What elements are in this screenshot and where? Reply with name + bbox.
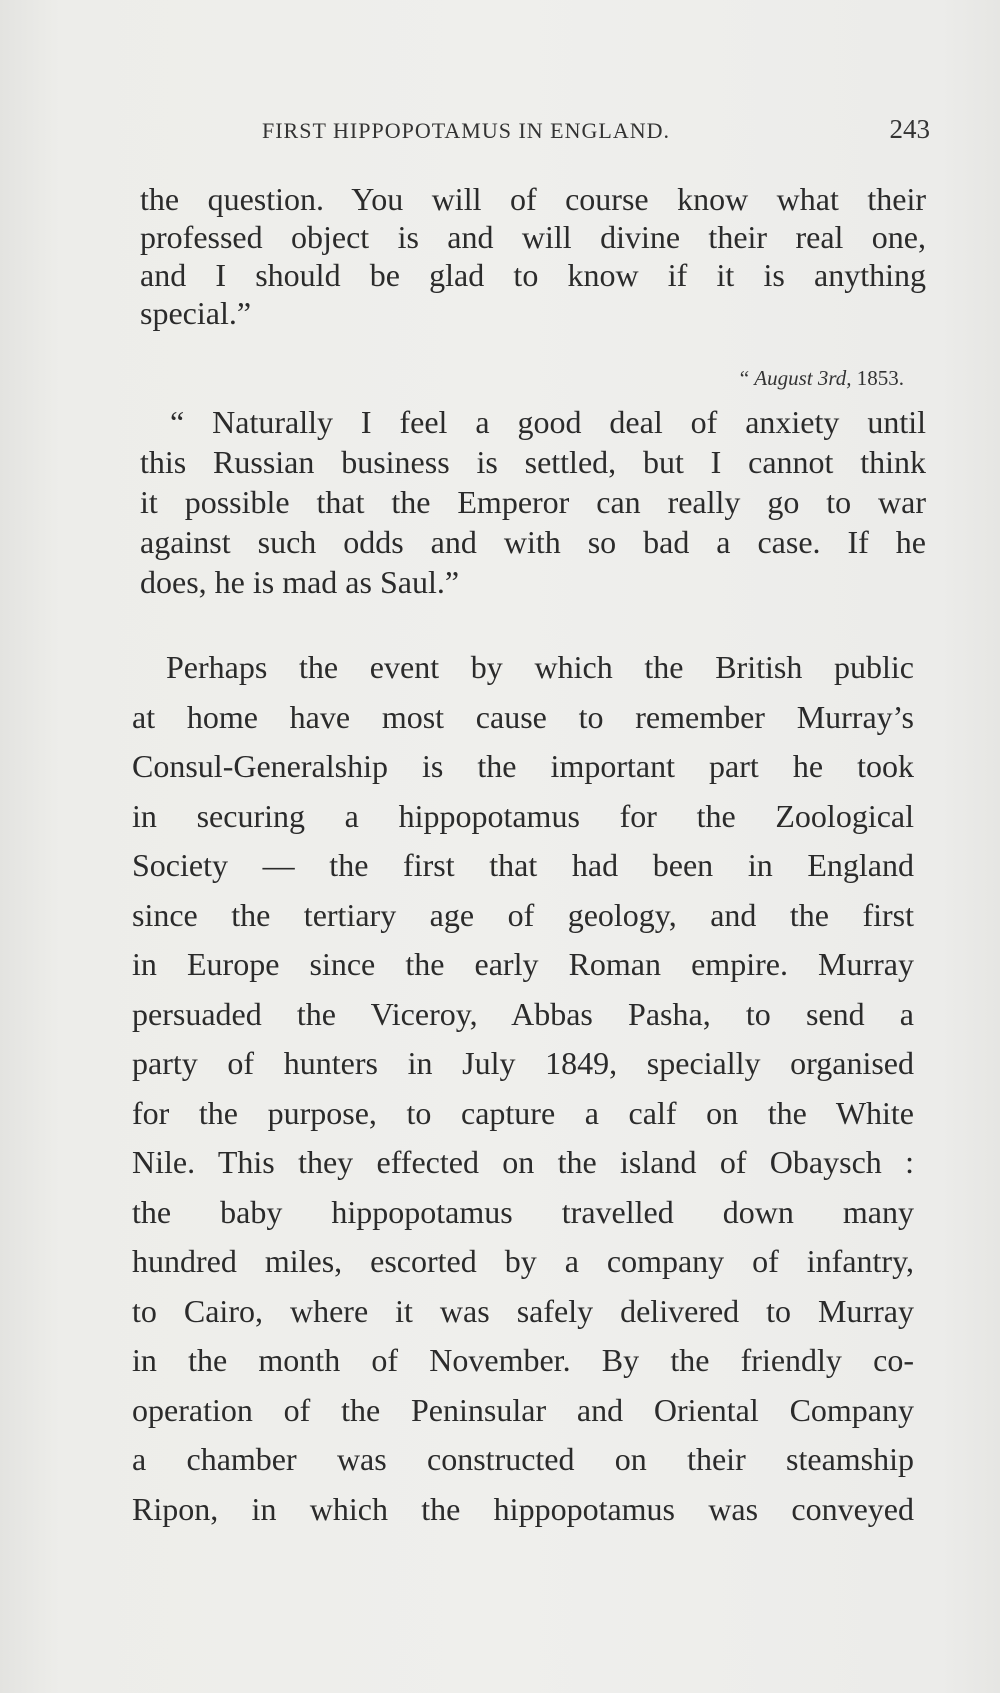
text-line: Society — the first that had been in England [132,847,914,883]
dateline-quote-mark: “ [739,366,750,390]
text-line: and I should be glad to know if it is anything [140,257,926,293]
text-line: since the tertiary age of geology, and the first [132,896,914,933]
text-line: a chamber was constructed on their steamship [132,1441,914,1477]
text-line: “ Naturally I feel a good deal of anxiety until [170,404,926,440]
running-head [140,114,930,148]
text-line: professed object is and will divine their real one, [140,219,926,255]
text-line: against such odds and with so bad a case. If he [140,524,926,560]
text-line: Perhaps the event by which the British public [166,649,914,685]
text-line: it possible that the Emperor can really go to war [140,484,926,520]
running-title: FIRST HIPPOPOTAMUS IN ENGLAND. [262,118,670,143]
text-line: the baby hippopotamus travelled down many [132,1193,914,1230]
text-line: in securing a hippopotamus for the Zoological [132,797,914,834]
text-line: Nile. This they effected on the island of Obaysch : [132,1144,914,1180]
text-line: persuaded the Viceroy, Abbas Pasha, to send a [132,995,914,1032]
dateline-year: 1853. [856,366,904,390]
text-line: does, he is mad as Saul.” [140,564,460,600]
letter-dateline [740,366,904,391]
text-line: Ripon, in which the hippopotamus was conveyed [132,1490,914,1527]
dateline-date: August 3rd, [754,366,852,390]
text-line: party of hunters in July 1849, specially organised [132,1045,914,1081]
text-line: operation of the Peninsular and Oriental Company [132,1391,914,1428]
text-line: Consul-Generalship is the important part he took [132,748,914,784]
page-number: 243 [889,114,930,144]
quote-two [140,402,926,602]
body-paragraph [132,643,926,1534]
text-line: in Europe since the early Roman empire. Murray [132,946,914,982]
text-line: to Cairo, where it was safely delivered to Murray [132,1292,914,1329]
text-line: at home have most cause to remember Murray’s [132,698,914,735]
text-line: for the purpose, to capture a calf on the White [132,1094,914,1131]
text-line: special.” [140,295,252,331]
text-line: in the month of November. By the friendly co- [132,1342,914,1378]
quote-one [140,180,926,332]
text-line: hundred miles, escorted by a company of infantry, [132,1243,914,1279]
text-line: the question. You will of course know what their [140,181,926,217]
text-line: this Russian business is settled, but I cannot think [140,444,926,480]
